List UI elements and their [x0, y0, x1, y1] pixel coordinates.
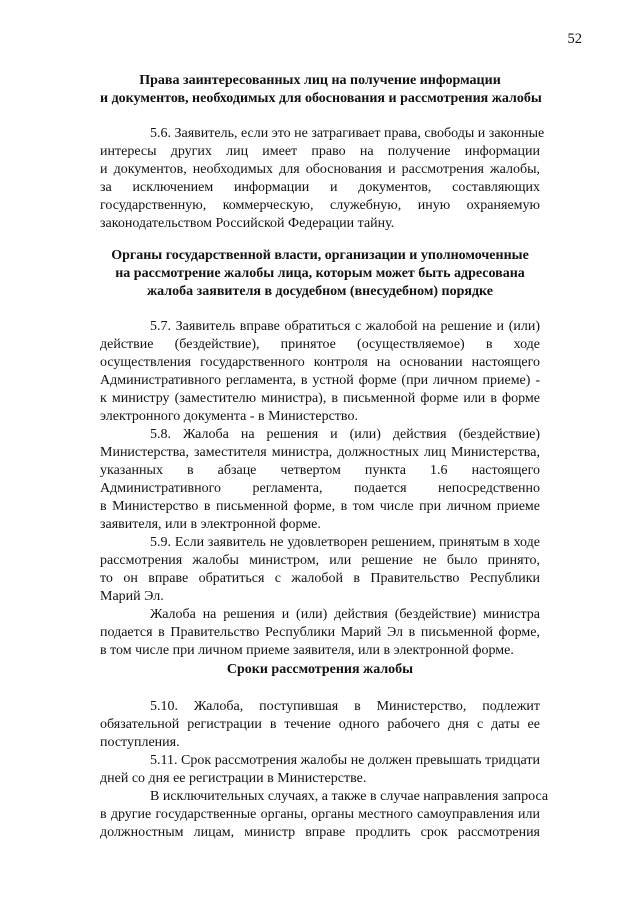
paragraph-5-7: [100, 318, 540, 426]
text-line: законодательством Российской Федерации тайну.: [100, 216, 395, 231]
heading-line: Права заинтересованных лиц на получение информации: [139, 73, 501, 88]
section-body-review-terms: [100, 698, 549, 842]
text-line: 5.11. Срок рассмотрения жалобы не должен превышать тридцати: [150, 753, 540, 768]
text-line: заявителя, или в электронной форме.: [100, 517, 321, 532]
page-number: 52: [567, 31, 582, 47]
text-line: 5.8. Жалоба на решения и (или) действия (бездействие): [150, 427, 540, 442]
paragraph-minister-complaint: [100, 606, 540, 660]
text-line: государственную, коммерческую, служебную, иную охраняемую: [100, 198, 540, 213]
heading-line: на рассмотрение жалобы лица, которым может быть адресована: [115, 266, 525, 281]
text-line: осуществления государственного контроля на основании настоящего: [100, 355, 540, 370]
heading-line: жалоба заявителя в досудебном (внесудебном) порядке: [147, 284, 493, 299]
heading-line: Сроки рассмотрения жалобы: [226, 662, 414, 677]
section-body-complaint-recipients: [100, 318, 540, 660]
text-line: действие (бездействие), принятое (осуществляемое) в ходе: [100, 337, 540, 352]
text-line: в Министерство в письменной форме, в том числе при личном приеме: [100, 499, 540, 514]
heading-line: и документов, необходимых для обоснования и рассмотрения жалобы: [100, 91, 542, 106]
text-line: Административного регламента, в устной форме (при личном приеме) -: [100, 373, 540, 388]
text-line: обязательной регистрации в течение одного рабочего дня с даты ее: [100, 717, 540, 732]
text-line: Жалоба на решения и (или) действия (бездействие) министра: [150, 607, 540, 622]
text-line: Административного регламента, подается непосредственно: [100, 481, 540, 496]
text-line: Марий Эл.: [100, 589, 164, 604]
text-line: указанных в абзаце четвертом пункта 1.6 настоящего: [100, 463, 540, 478]
text-line: В исключительных случаях, а также в случае направления запроса: [150, 789, 549, 804]
text-line: 5.9. Если заявитель не удовлетворен решением, принятым в ходе: [150, 535, 540, 550]
text-line: к министру (заместителю министра), в письменной форме или в форме: [100, 391, 540, 406]
text-line: в том числе при личном приеме заявителя, или в электронной форме.: [100, 643, 514, 658]
heading-line: Органы государственной власти, организации и уполномоченные: [111, 248, 529, 263]
text-line: дней со дня ее регистрации в Министерстве.: [100, 771, 367, 786]
paragraph-5-8: [100, 426, 540, 534]
paragraph-5-10: [100, 698, 540, 752]
text-line: то он вправе обратиться с жалобой в Правительство Республики: [100, 571, 540, 586]
paragraph-exceptional-cases: [100, 788, 549, 842]
paragraph-5-9: [100, 534, 540, 606]
text-line: подается в Правительство Республики Марий Эл в письменной форме,: [100, 625, 540, 640]
text-line: за исключением информации и документов, составляющих: [100, 180, 540, 195]
section-heading-information-rights: [100, 72, 540, 108]
text-line: поступления.: [100, 735, 180, 750]
text-line: 5.7. Заявитель вправе обратиться с жалобой на решение и (или): [150, 319, 540, 334]
text-line: 5.10. Жалоба, поступившая в Министерство, подлежит: [150, 699, 540, 714]
text-line: и документов, необходимых для обоснования и рассмотрения жалобы,: [100, 162, 540, 177]
section-heading-complaint-recipients: [100, 247, 540, 301]
paragraph-5-11: [100, 752, 540, 788]
text-line: рассмотрения жалобы министром, или решение не было принято,: [100, 553, 540, 568]
text-line: в другие государственные органы, органы местного самоуправления или: [100, 807, 540, 822]
text-line: 5.6. Заявитель, если это не затрагивает права, свободы и законные: [150, 126, 545, 141]
section-body-information-rights: [100, 125, 545, 233]
paragraph-5-6: [100, 125, 545, 233]
text-line: электронного документа - в Министерство.: [100, 409, 358, 424]
text-line: должностным лицам, министр вправе продлить срок рассмотрения: [100, 825, 540, 840]
section-heading-review-terms: [100, 661, 540, 679]
text-line: интересы других лиц имеет право на получение информации: [100, 144, 540, 159]
text-line: Министерства, заместителя министра, должностных лиц Министерства,: [100, 445, 540, 460]
